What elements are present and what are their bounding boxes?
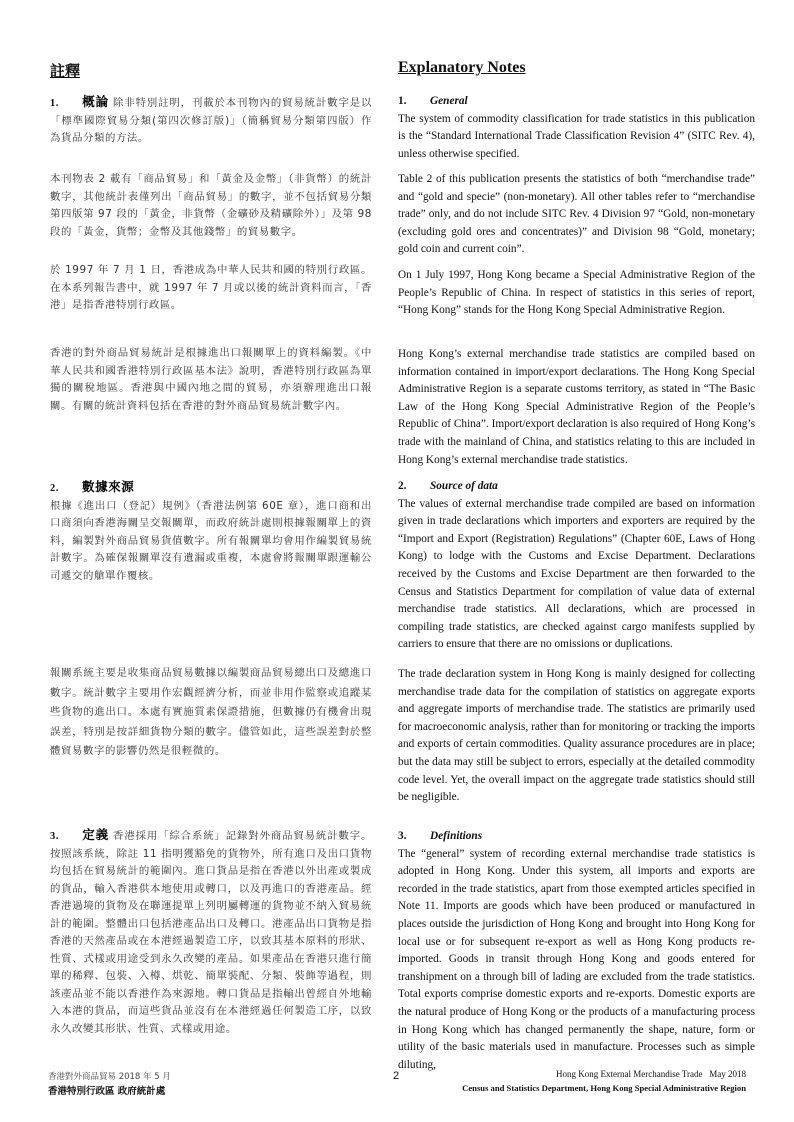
footer-en-department: Census and Statistics Department, Hong Kong Special Administrative Region bbox=[462, 1083, 746, 1093]
section-heading: General bbox=[430, 95, 468, 107]
en-general-paragraph-2: Table 2 of this publication presents the statistics of both “merchandise trade” and “gold and specie” (non-monetary). All other tables refer to “merchandise trade” only, and do not include SITC Rev. 4 Division 97 “Gold, non-monetary (excluding gold ores and concentrates)” and Division 98 “Gold, monetary; gold coin and current coin”. bbox=[398, 173, 755, 256]
en-general-paragraph-1 bbox=[398, 93, 755, 163]
paragraph-text: The system of commodity classification for trade statistics in this publication is the “Standard International Trade Classification Revision 4” (SITC Rev. 4), unless otherwise specified. bbox=[398, 112, 755, 160]
english-title: Explanatory Notes bbox=[398, 59, 526, 76]
en-definitions-paragraph bbox=[398, 828, 755, 1074]
zh-general-paragraph-4: 香港的對外商品貿易統計是根據進出口報關單上的資料編製。《中華人民共和國香港特別行政區基本法》說明，香港特別行政區為單獨的關稅地區。香港與中國內地之間的貿易，亦須辦理進出口報關。有關的統計資料包括在香港的對外商品貿易統計數字內。 bbox=[50, 347, 372, 412]
section-heading: Definitions bbox=[430, 830, 483, 842]
section-number: 3. bbox=[398, 830, 407, 842]
section-number: 2. bbox=[398, 480, 407, 492]
zh-general-paragraph-3: 於 1997 年 7 月 1 日，香港成為中華人民共和國的特別行政區。在本系列報告書中，就 1997 年 7 月或以後的統計資料而言，「香港」是指香港特別行政區。 bbox=[50, 264, 372, 311]
en-source-paragraph-2: The trade declaration system in Hong Kong is mainly designed for collecting merchandise trade data for the compilation of statistics on aggregate exports and aggregate imports of merchandise trade. The statistics are primarily used for macroeconomic analysis, rather than for monitoring or tracking the imports and exports of certain commodities. Quality assurance procedures are in place; but the data may still be subject to errors, especially at the detailed commodity code level. Yet, the overall impact on the aggregate trade statistics should still be negligible. bbox=[398, 668, 755, 804]
footer-en-publication: Hong Kong External Merchandise Trade May 2018 bbox=[556, 1069, 746, 1079]
section-number: 3. bbox=[50, 831, 59, 842]
zh-source-paragraph-1 bbox=[50, 478, 372, 585]
paragraph-text: The “general” system of recording external merchandise trade statistics is adopted in Hong Kong. Under this system, all imports and exports are recorded in the trade statistics, apart from those exempted articles specified in Note 11. Imports are goods which have been produced or manufactured in places outside the jurisdiction of Hong Kong and brought into Hong Kong for local use or for subsequent re-export as well as Hong Kong products re-imported. Goods in transit through Hong Kong and goods entered for transhipment on a through bill of lading are excluded from the trade statistics. Total exports comprise domestic exports and re-exports. Domestic exports are the natural produce of Hong Kong or the products of a manufacturing process in Hong Kong which has changed permanently the shape, nature, form or utility of the basic materials used in manufacture. Processes such as simple diluting, bbox=[398, 847, 755, 1071]
section-heading: 概論 bbox=[82, 94, 110, 109]
en-general-paragraph-4: Hong Kong’s external merchandise trade statistics are compiled based on information contained in import/export declarations. The Hong Kong Special Administrative Region is a separate customs territory, as stated in “The Basic Law of the Hong Kong Special Administrative Region of the People’s Republic of China”. Import/export declaration is also required of Hong Kong’s trade with the mainland of China, and statistics relating to this are included in Hong Kong’s external merchandise trade statistics. bbox=[398, 348, 755, 466]
paragraph-text: The values of external merchandise trade compiled are based on information given in trade declarations which importers and exporters are required by the “Import and Export (Registration) Regulations” (Chapter 60E, Laws of Hong Kong) to lodge with the Customs and Excise Department. Declarations received by the Customs and Excise Department are then forwarded to the Census and Statistics Department for compilation of value data of external merchandise trade statistics. All declarations, which are processed in compiling trade statistics, are checked against cargo manifests supplied by carriers to ensure that there are no omissions or duplications. bbox=[398, 497, 755, 651]
section-number: 2. bbox=[50, 483, 59, 494]
en-general-paragraph-3: On 1 July 1997, Hong Kong became a Special Administrative Region of the People’s Republic of China. In respect of statistics in this series of report, “Hong Kong” stands for the Hong Kong Special Administrative Region. bbox=[398, 269, 755, 317]
paragraph-text: 根據《進出口（登記）規例》（香港法例第 60E 章），進口商和出口商須向香港海關呈交報關單，而政府統計處則根據報關單上的資料，編製對外商品貿易貨值數字。所有報關單均會用作編製貿易統計數字。為確保報關單沒有遺漏或重複，本處會將報關單跟運輸公司遞交的艙單作覆核。 bbox=[50, 499, 372, 582]
paragraph-text: 除非特別註明，刊載於本刊物內的貿易統計數字是以「標準國際貿易分類(第四次修訂版)」（簡稱貿易分類第四版）作為貨品分類的方法。 bbox=[50, 97, 372, 144]
en-source-paragraph-1 bbox=[398, 478, 755, 654]
zh-general-paragraph-1 bbox=[50, 93, 372, 148]
section-heading: 數據來源 bbox=[82, 479, 135, 494]
section-number: 1. bbox=[398, 95, 407, 107]
footer-zh-department: 香港特別行政區 政府統計處 bbox=[48, 1086, 166, 1097]
chinese-title: 註釋 bbox=[50, 62, 81, 80]
section-number: 1. bbox=[50, 98, 59, 109]
footer-zh-publication: 香港對外商品貿易 2018 年 5 月 bbox=[48, 1072, 171, 1082]
zh-definitions-paragraph bbox=[50, 826, 372, 1038]
section-heading: Source of data bbox=[430, 480, 498, 492]
section-heading: 定義 bbox=[82, 827, 110, 842]
page-number: 2 bbox=[393, 1070, 400, 1082]
paragraph-text: 香港採用「綜合系統」記錄對外商品貿易統計數字。按照該系統，除註 11 指明獲豁免的貨物外，所有進口及出口貨物均包括在貿易統計的範圍內。進口貨品是指在香港以外出產或製成的貨品，輸入香港供本地使用或轉口，以及再進口的香港產品。經香港過境的貨物及在聯運提單上列明屬轉運的貨物並不納入貿易統計的範圍。整體出口包括港產品出口及轉口。港產品出口貨物是指香港的天然產品或在本港經過製造工序，以致其基本原料的形狀、性質、式樣或用途受到永久改變的產品。如果產品在香港只進行簡單的稀釋、包裝、入樽、烘乾、簡單裝配、分類、裝飾等過程，則該產品並不能以香港作為來源地。轉口貨品是指輸出曾經自外地輸入本港的貨品，而這些貨品並沒有在本港經過任何製造工序，以致永久改變其形狀、性質、式樣或用途。 bbox=[50, 830, 372, 1035]
zh-general-paragraph-2: 本刊物表 2 載有「商品貿易」和「黃金及金幣」（非貨幣）的統計數字，其他統計表僅列出「商品貿易」的數字，並不包括貿易分類第四版第 97 段的「黃金，非貨幣（金礦砂及精礦除外）」及第 98 段的「黃金，貨幣；金幣及其他錢幣」的貿易數字。 bbox=[50, 173, 372, 238]
zh-source-paragraph-2: 報關系統主要是收集商品貿易數據以編製商品貿易總出口及總進口數字。統計數字主要用作宏觀經濟分析，而並非用作監察或追蹤某些貨物的進出口。本處有實施質素保證措施，但數據仍有機會出現誤差，特別是按詳細貨物分類的數字。儘管如此，這些誤差對於整體貿易數字的影響仍然是很輕微的。 bbox=[50, 667, 372, 757]
